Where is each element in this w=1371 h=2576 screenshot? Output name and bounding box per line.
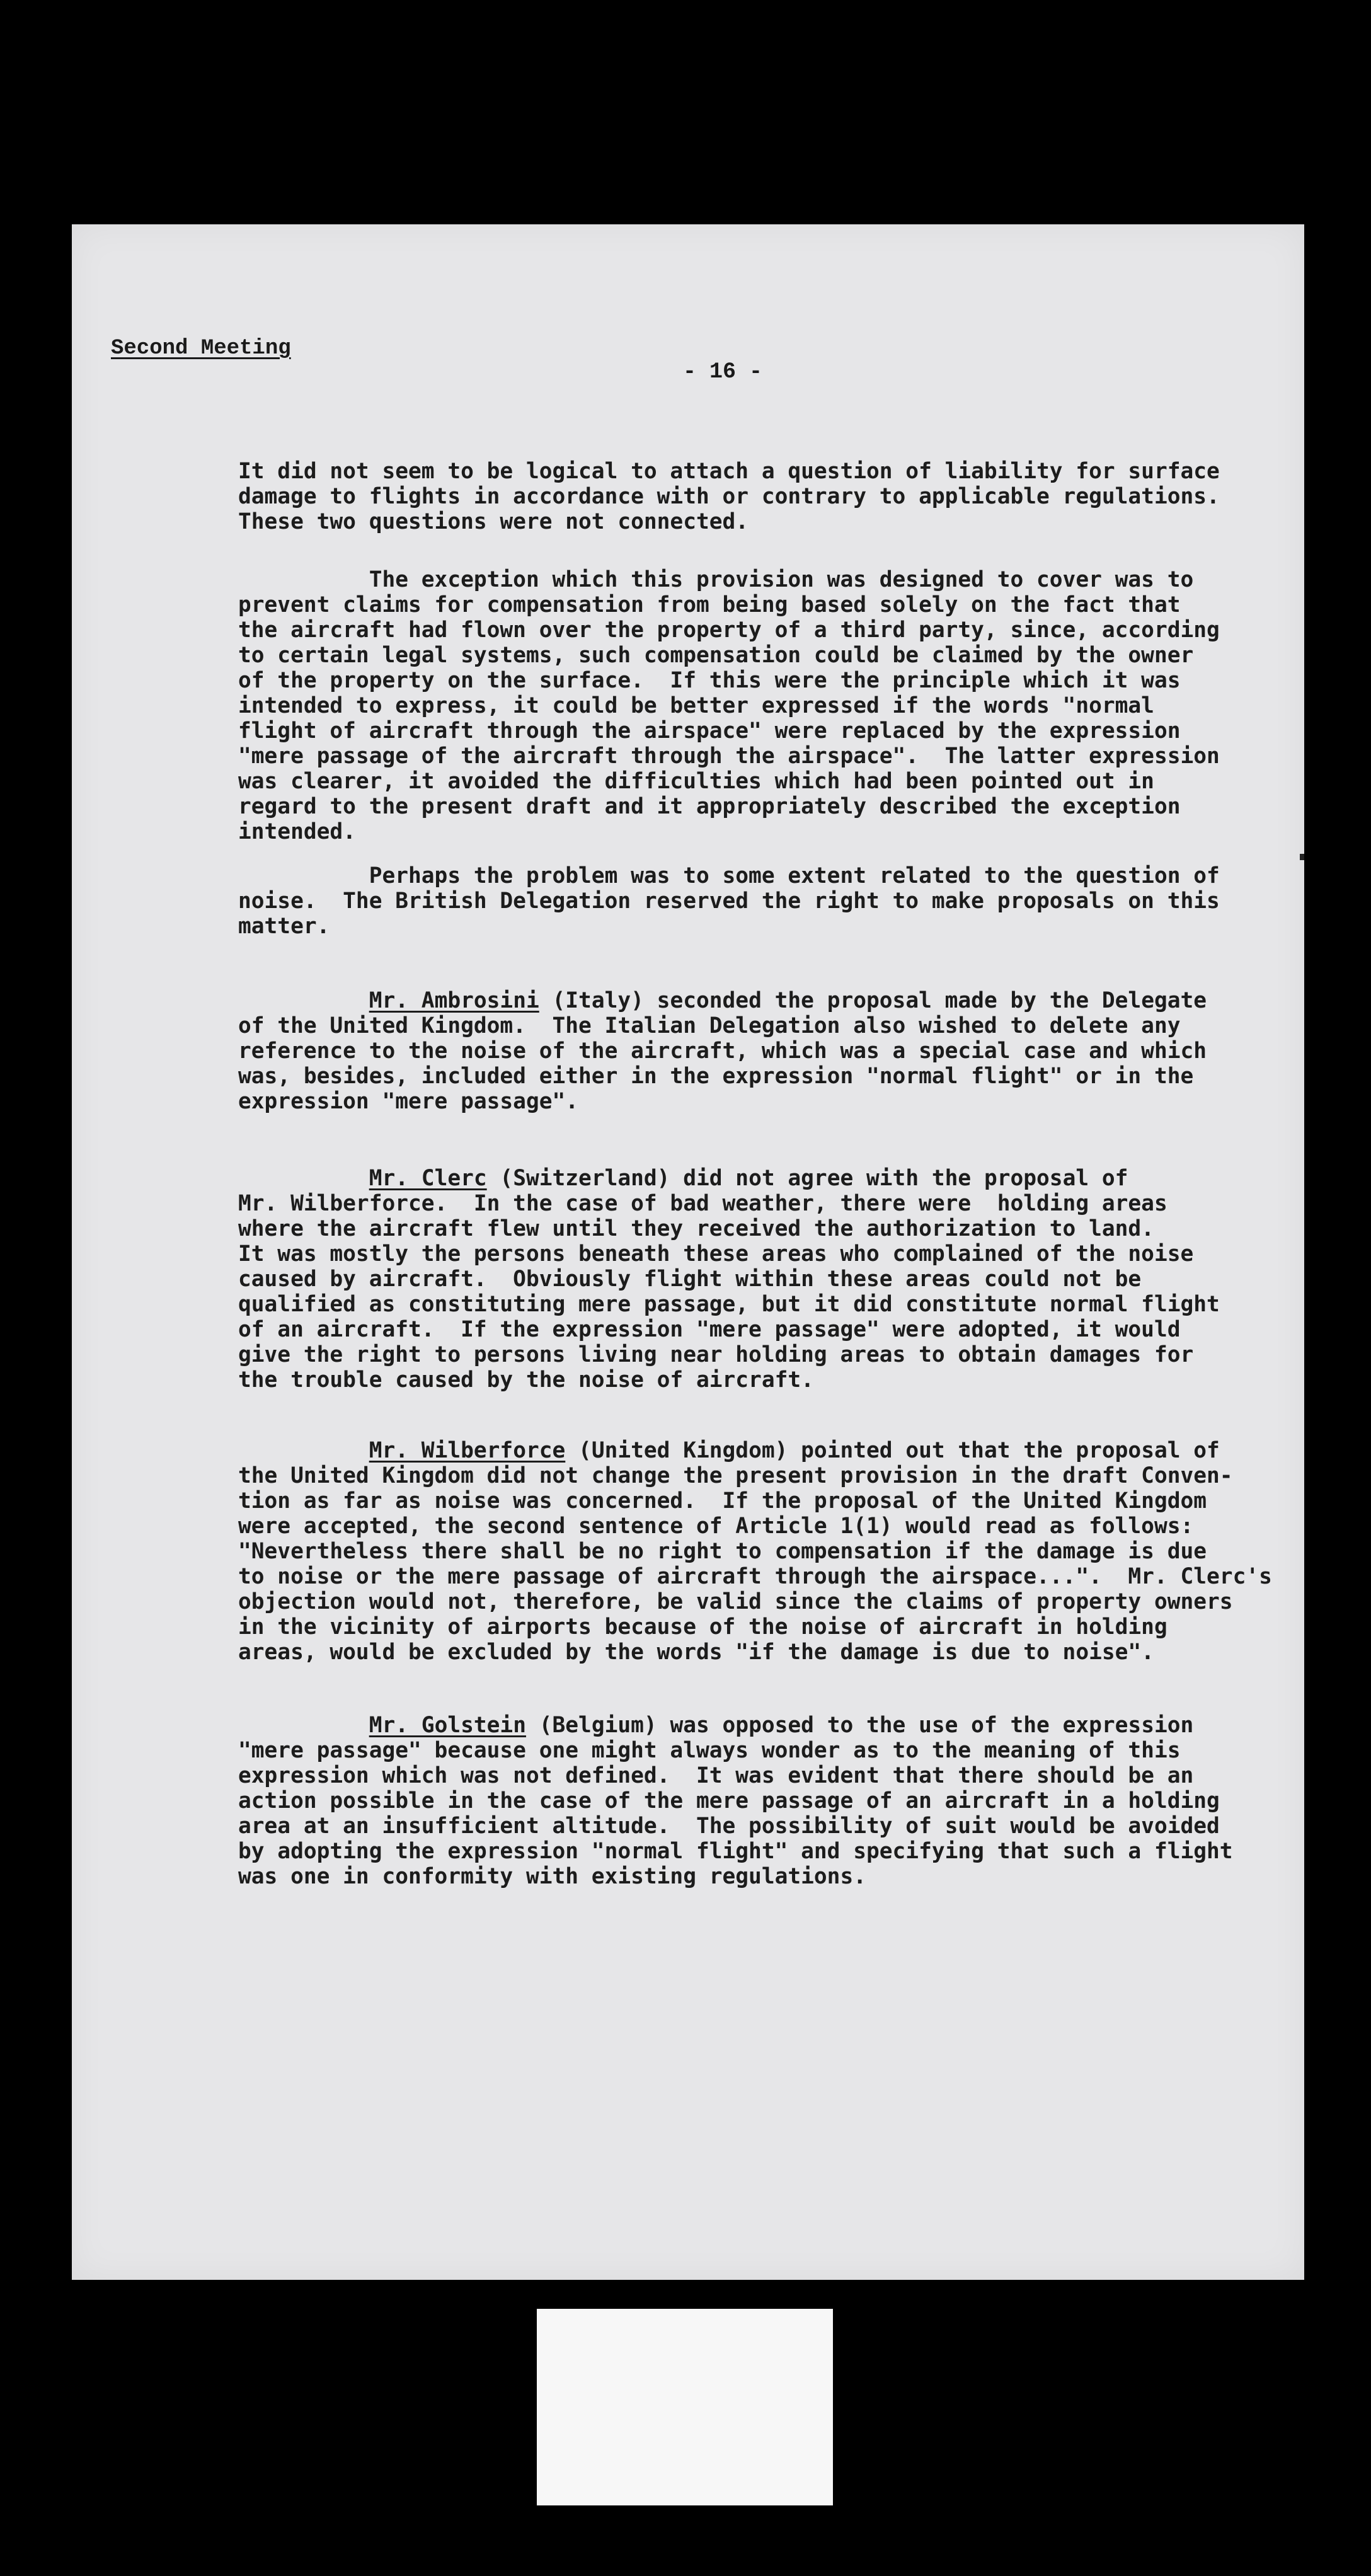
paragraph-2: The exception which this provision was designed to cover was to prevent claims for compensation from being based solely on the fact that the aircraft had flown over the property of a third party, since, according to certain legal systems, such compensation could be claimed by the owner of the property on the surface. If this were the principle which it was intended to express, it could be better expressed if the words "normal flight of aircraft through the airspace" were replaced by the expression "mere passage of the aircraft through the airspace". The latter expression was clearer, it avoided the difficulties which had been pointed out in regard to the present draft and it appropriately described the exception intended.: [238, 567, 1220, 844]
paragraph-7-text: (Belgium) was opposed to the use of the expression "mere passage" because one might always wonder as to the meaning of this expression which was not defined. It was evident that there should be an action possible in the case of the mere passage of an aircraft in a holding area at an insufficient altitude. The possibility of suit would be avoided by adopting the expression "normal flight" and specifying that such a flight was one in conformity with existing regulations.: [238, 1713, 1233, 1889]
paragraph-5-text: (Switzerland) did not agree with the proposal of Mr. Wilberforce. In the case of bad weather, there were holding areas where the aircraft flew until they received the authorization to land. It was mostly the persons beneath these areas who complained of the noise caused by aircraft. Obviously flight within these areas could not be qualified as constituting mere passage, but it did constitute normal flight of an aircraft. If the expression "mere passage" were adopted, it would give the right to persons living near holding areas to obtain damages for the trouble caused by the noise of aircraft.: [238, 1166, 1220, 1393]
meeting-header: Second Meeting: [111, 336, 291, 360]
speaker-name: Mr. Ambrosini: [369, 988, 539, 1013]
paragraph-1: It did not seem to be logical to attach a question of liability for surface damage to flights in accordance with or contrary to applicable regulations. These two questions were not connected.: [238, 459, 1220, 534]
paragraph-3: Perhaps the problem was to some extent related to the question of noise. The British Delegation reserved the right to make proposals on this matter.: [238, 863, 1220, 939]
paragraph-4-text: (Italy) seconded the proposal made by the Delegate of the United Kingdom. The Italian Delegation also wished to delete any reference to the noise of the aircraft, which was a special case and which was, besides, included either in the expression "normal flight" or in the expression "mere passage".: [238, 988, 1207, 1114]
paragraph-6: [238, 1438, 1272, 1665]
blank-card: [537, 2309, 833, 2505]
paragraph-5: [238, 1166, 1259, 1393]
paragraph-6-text: (United Kingdom) pointed out that the proposal of the United Kingdom did not change the present provision in the draft Conven- tion as far as noise was concerned. If the proposal of the United Kingdom were accepted, the second sentence of Article 1(1) would read as follows: "Nevertheless there shall be no right to compensation if the damage is due to noise or the mere passage of aircraft through the airspace...". Mr. Clerc's objection would not, therefore, be valid since the claims of property owners in the vicinity of airports because of the noise of aircraft in holding areas, would be excluded by the words "if the damage is due to noise".: [238, 1438, 1272, 1665]
margin-mark: [1300, 854, 1304, 860]
document-page: [72, 224, 1304, 2280]
speaker-name: Mr. Golstein: [369, 1713, 526, 1738]
page-number: - 16 -: [683, 359, 763, 384]
paragraph-4: [238, 988, 1259, 1114]
speaker-name: Mr. Wilberforce: [369, 1438, 566, 1463]
paragraph-7: [238, 1713, 1259, 1889]
speaker-name: Mr. Clerc: [369, 1166, 487, 1191]
